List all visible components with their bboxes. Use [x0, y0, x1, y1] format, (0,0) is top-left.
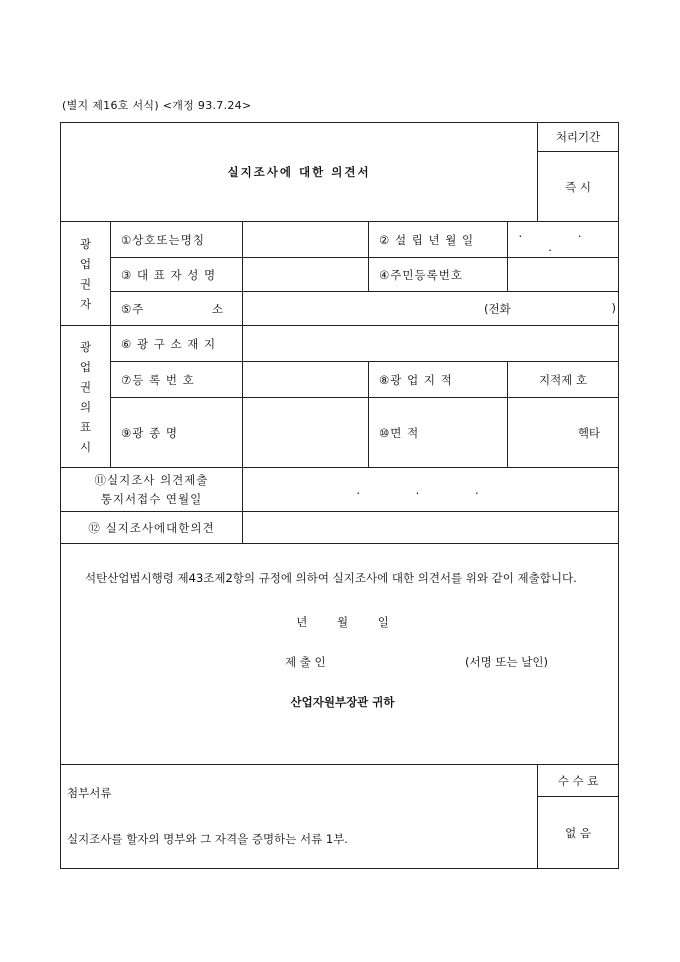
representative-label: ③ 대 표 자 성 명	[111, 258, 243, 292]
holder-section-label: 광 업 권 자	[61, 222, 111, 326]
registration-no-label: ⑦등 록 번 호	[111, 362, 243, 398]
processing-period-value: 즉 시	[538, 152, 619, 222]
representative-field[interactable]	[243, 258, 369, 292]
addressee: 산업자원부장관 귀하	[290, 695, 395, 709]
declaration-block	[61, 544, 619, 765]
opinion-form	[60, 122, 619, 869]
opinion-field[interactable]	[243, 512, 619, 544]
resident-no-field[interactable]	[508, 258, 619, 292]
fee-label: 수 수 료	[538, 765, 619, 797]
map-sheet-field[interactable]: 지적제 호	[508, 362, 619, 398]
declaration-text: 석탄산업법시행령 제43조제2항의 규정에 의하여 실지조사에 대한 의견서를 위와 같이 제출합니다.	[85, 571, 577, 585]
address-field[interactable]	[243, 292, 619, 326]
attachments-label: 첨부서류	[67, 786, 112, 800]
trade-name-field[interactable]	[243, 222, 369, 258]
notice-date-field[interactable]: . . .	[243, 468, 619, 512]
mining-right-section-label: 광 업 권 의 표 시	[61, 326, 111, 468]
area-field[interactable]: 헥타	[508, 398, 619, 468]
mining-map-label: ⑧광 업 지 적	[369, 362, 508, 398]
opinion-label: ⑫ 실지조사에대한의견	[61, 512, 243, 544]
mineral-name-label: ⑨광 종 명	[111, 398, 243, 468]
establish-date-field[interactable]: . . .	[508, 222, 619, 258]
submitter-label: 제 출 인	[285, 655, 326, 669]
attachments-block	[61, 765, 538, 869]
establish-date-label: ② 설 립 년 월 일	[369, 222, 508, 258]
mine-location-field[interactable]	[243, 326, 619, 362]
address-label: ⑤주 소	[111, 292, 243, 326]
submit-date-line[interactable]: 년 월 일	[296, 615, 389, 629]
resident-no-label: ④주민등록번호	[369, 258, 508, 292]
processing-period-label: 처리기간	[538, 123, 619, 152]
phone-close: )	[611, 300, 617, 315]
phone-label: (전화	[484, 301, 511, 316]
trade-name-label: ①상호또는명칭	[111, 222, 243, 258]
signature-label: (서명 또는 날인)	[465, 655, 548, 669]
attachments-description: 실지조사를 할자의 명부와 그 자격을 증명하는 서류 1부.	[67, 832, 348, 846]
fee-value: 없 음	[538, 797, 619, 869]
form-title: 실지조사에 대한 의견서	[61, 123, 538, 222]
registration-no-field[interactable]	[243, 362, 369, 398]
form-caption: (별지 제16호 서식) <개정 93.7.24>	[62, 99, 252, 112]
mineral-name-field[interactable]	[243, 398, 369, 468]
mine-location-label: ⑥ 광 구 소 재 지	[111, 326, 243, 362]
notice-date-label: ⑪실지조사 의견제출 통지서접수 연월일	[61, 468, 243, 512]
area-label: ⑩면 적	[369, 398, 508, 468]
